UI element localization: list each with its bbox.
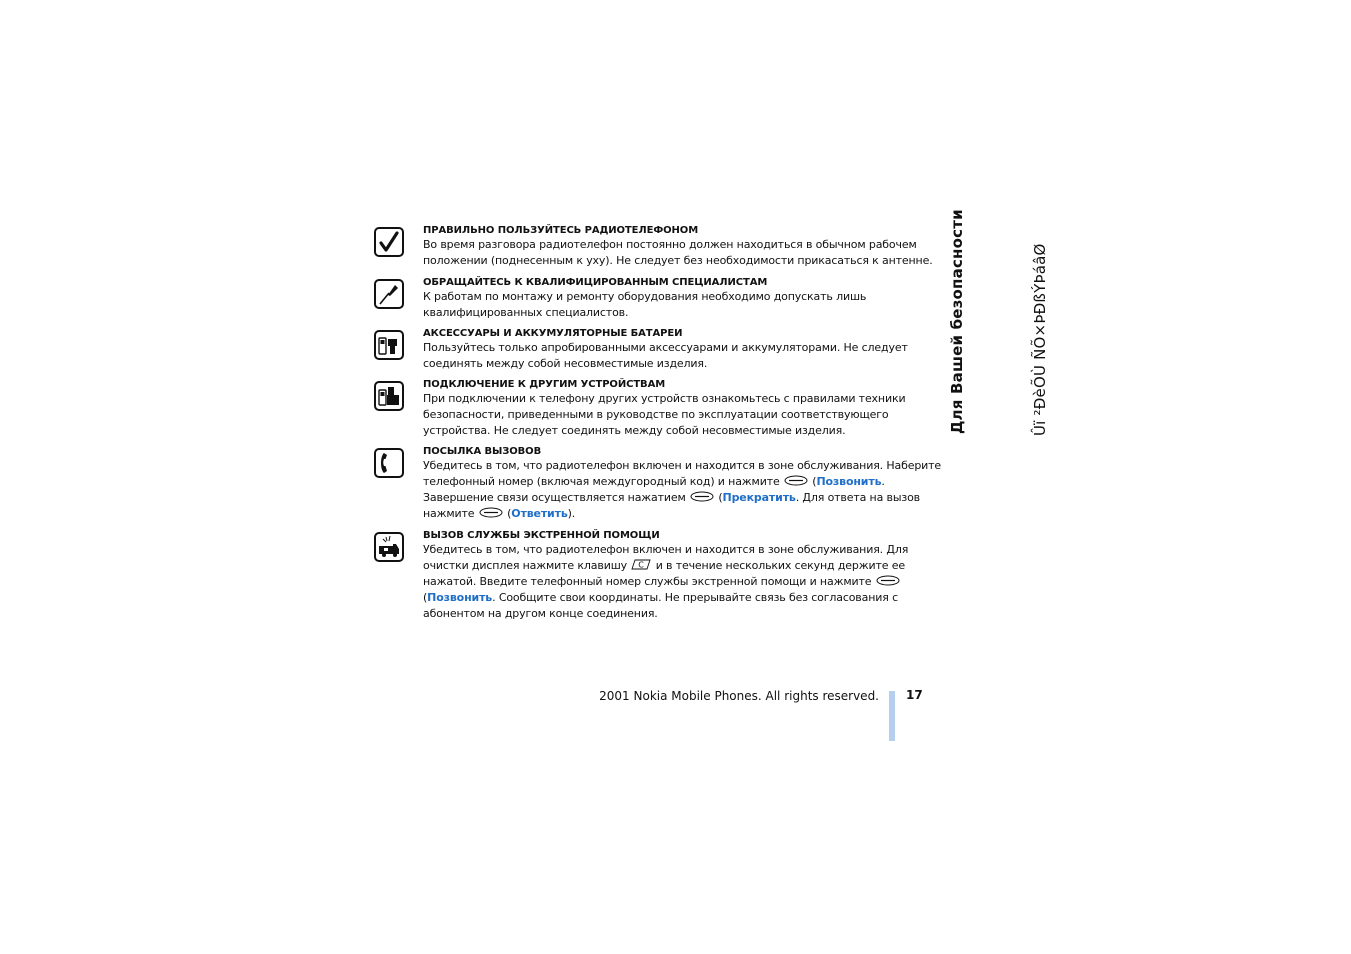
call-key-icon: [784, 475, 808, 486]
page-number: 17: [906, 688, 923, 702]
section-heading: ПОДКЛЮЧЕНИЕ К ДРУГИМ УСТРОЙСТВАМ: [423, 379, 666, 390]
ambulance-icon: [374, 532, 404, 562]
section-text: Пользуйтесь только апробированными аксессуарами и аккумуляторами. Не следует соединять между собой несовместимые изделия.: [423, 341, 908, 370]
clear-key-label: C: [638, 560, 645, 570]
section-heading: ПОСЫЛКА ВЫЗОВОВ: [423, 446, 542, 457]
clear-key-icon: [631, 559, 651, 570]
section-heading: ПРАВИЛЬНО ПОЛЬЗУЙТЕСЬ РАДИОТЕЛЕФОНОМ: [423, 225, 699, 236]
checkmark-icon: [374, 227, 404, 257]
softkey-call: Позвонить: [427, 591, 493, 604]
section-text: Убедитесь в том, что радиотелефон включен и находится в зоне обслуживания. Наберите телефонный номер (включая междугородный код) и нажмите (Позвонить. Завершение связи осуществляется нажатием (Прекратить. Для ответа на вызов нажмите (Ответить).: [423, 459, 942, 520]
text-run: и в течение нескольких секунд держите ее нажатой. Введите телефонный номер службы экстренной помощи и нажмите: [423, 559, 905, 588]
section-text: Убедитесь в том, что радиотелефон включен и находится в зоне обслуживания. Для очистки дисплея нажмите клавишу C и в течение нескольких секунд держите ее нажатой. Введите телефонный номер службы экстренной помощи и нажмите (Позвонить. Сообщите свои координаты. Не прерывайте связь без согласования с абонентом на другом конце соединения.: [423, 543, 909, 620]
section-heading: АКСЕССУАРЫ И АККУМУЛЯТОРНЫЕ БАТАРЕИ: [423, 328, 683, 339]
footer-copyright: 2001 Nokia Mobile Phones. All rights reserved.: [599, 689, 879, 703]
softkey-end: Прекратить: [722, 491, 796, 504]
text-run: . Сообщите свои координаты. Не прерывайте связь без согласования с абонентом на другом конце соединения.: [423, 591, 898, 620]
section-text: При подключении к телефону других устройств ознакомьтесь с правилами техники безопасности, приведенными в руководстве по эксплуатации соответствующего устройства. Не следует соединять между собой несовместимые изделия.: [423, 392, 906, 437]
softkey-call: Позвонить: [816, 475, 882, 488]
side-chapter-title-garbled: Ûï ²ÐèÕÙ ÑÕ×ÞÐßÝÞáâØ: [1031, 243, 1049, 436]
text-run: ).: [567, 507, 576, 520]
answer-key-icon: [479, 507, 503, 518]
text-run: . Завершение связи осуществляется нажатием: [423, 475, 885, 504]
call-key-icon: [876, 575, 900, 586]
text-run: . Для ответа на вызов нажмите: [423, 491, 921, 520]
handset-icon: [374, 448, 404, 478]
section-heading: ВЫЗОВ СЛУЖБЫ ЭКСТРЕННОЙ ПОМОЩИ: [423, 530, 660, 541]
section-text: Во время разговора радиотелефон постоянно должен находиться в обычном рабочем положении (поднесенным к уху). Не следует без необходимости прикасаться к антенне.: [423, 238, 933, 267]
section-heading: ОБРАЩАЙТЕСЬ К КВАЛИФИЦИРОВАННЫМ СПЕЦИАЛИСТАМ: [423, 277, 768, 288]
phone-connector-icon: [374, 381, 404, 411]
softkey-answer: Ответить: [511, 507, 568, 520]
phone-battery-icon: [374, 330, 404, 360]
footer-divider-bar: [889, 691, 895, 741]
section-text: К работам по монтажу и ремонту оборудования необходимо допускать лишь квалифицированных специалистов.: [423, 290, 867, 319]
side-chapter-title: Для Вашей безопасности: [948, 209, 966, 434]
text-run: Убедитесь в том, что радиотелефон включен и находится в зоне обслуживания. Для очистки дисплея нажмите клавишу: [423, 543, 909, 572]
screwdriver-icon: [374, 279, 404, 309]
end-key-icon: [690, 491, 714, 502]
text-run: Убедитесь в том, что радиотелефон включен и находится в зоне обслуживания. Наберите телефонный номер (включая междугородный код) и нажмите: [423, 459, 942, 488]
